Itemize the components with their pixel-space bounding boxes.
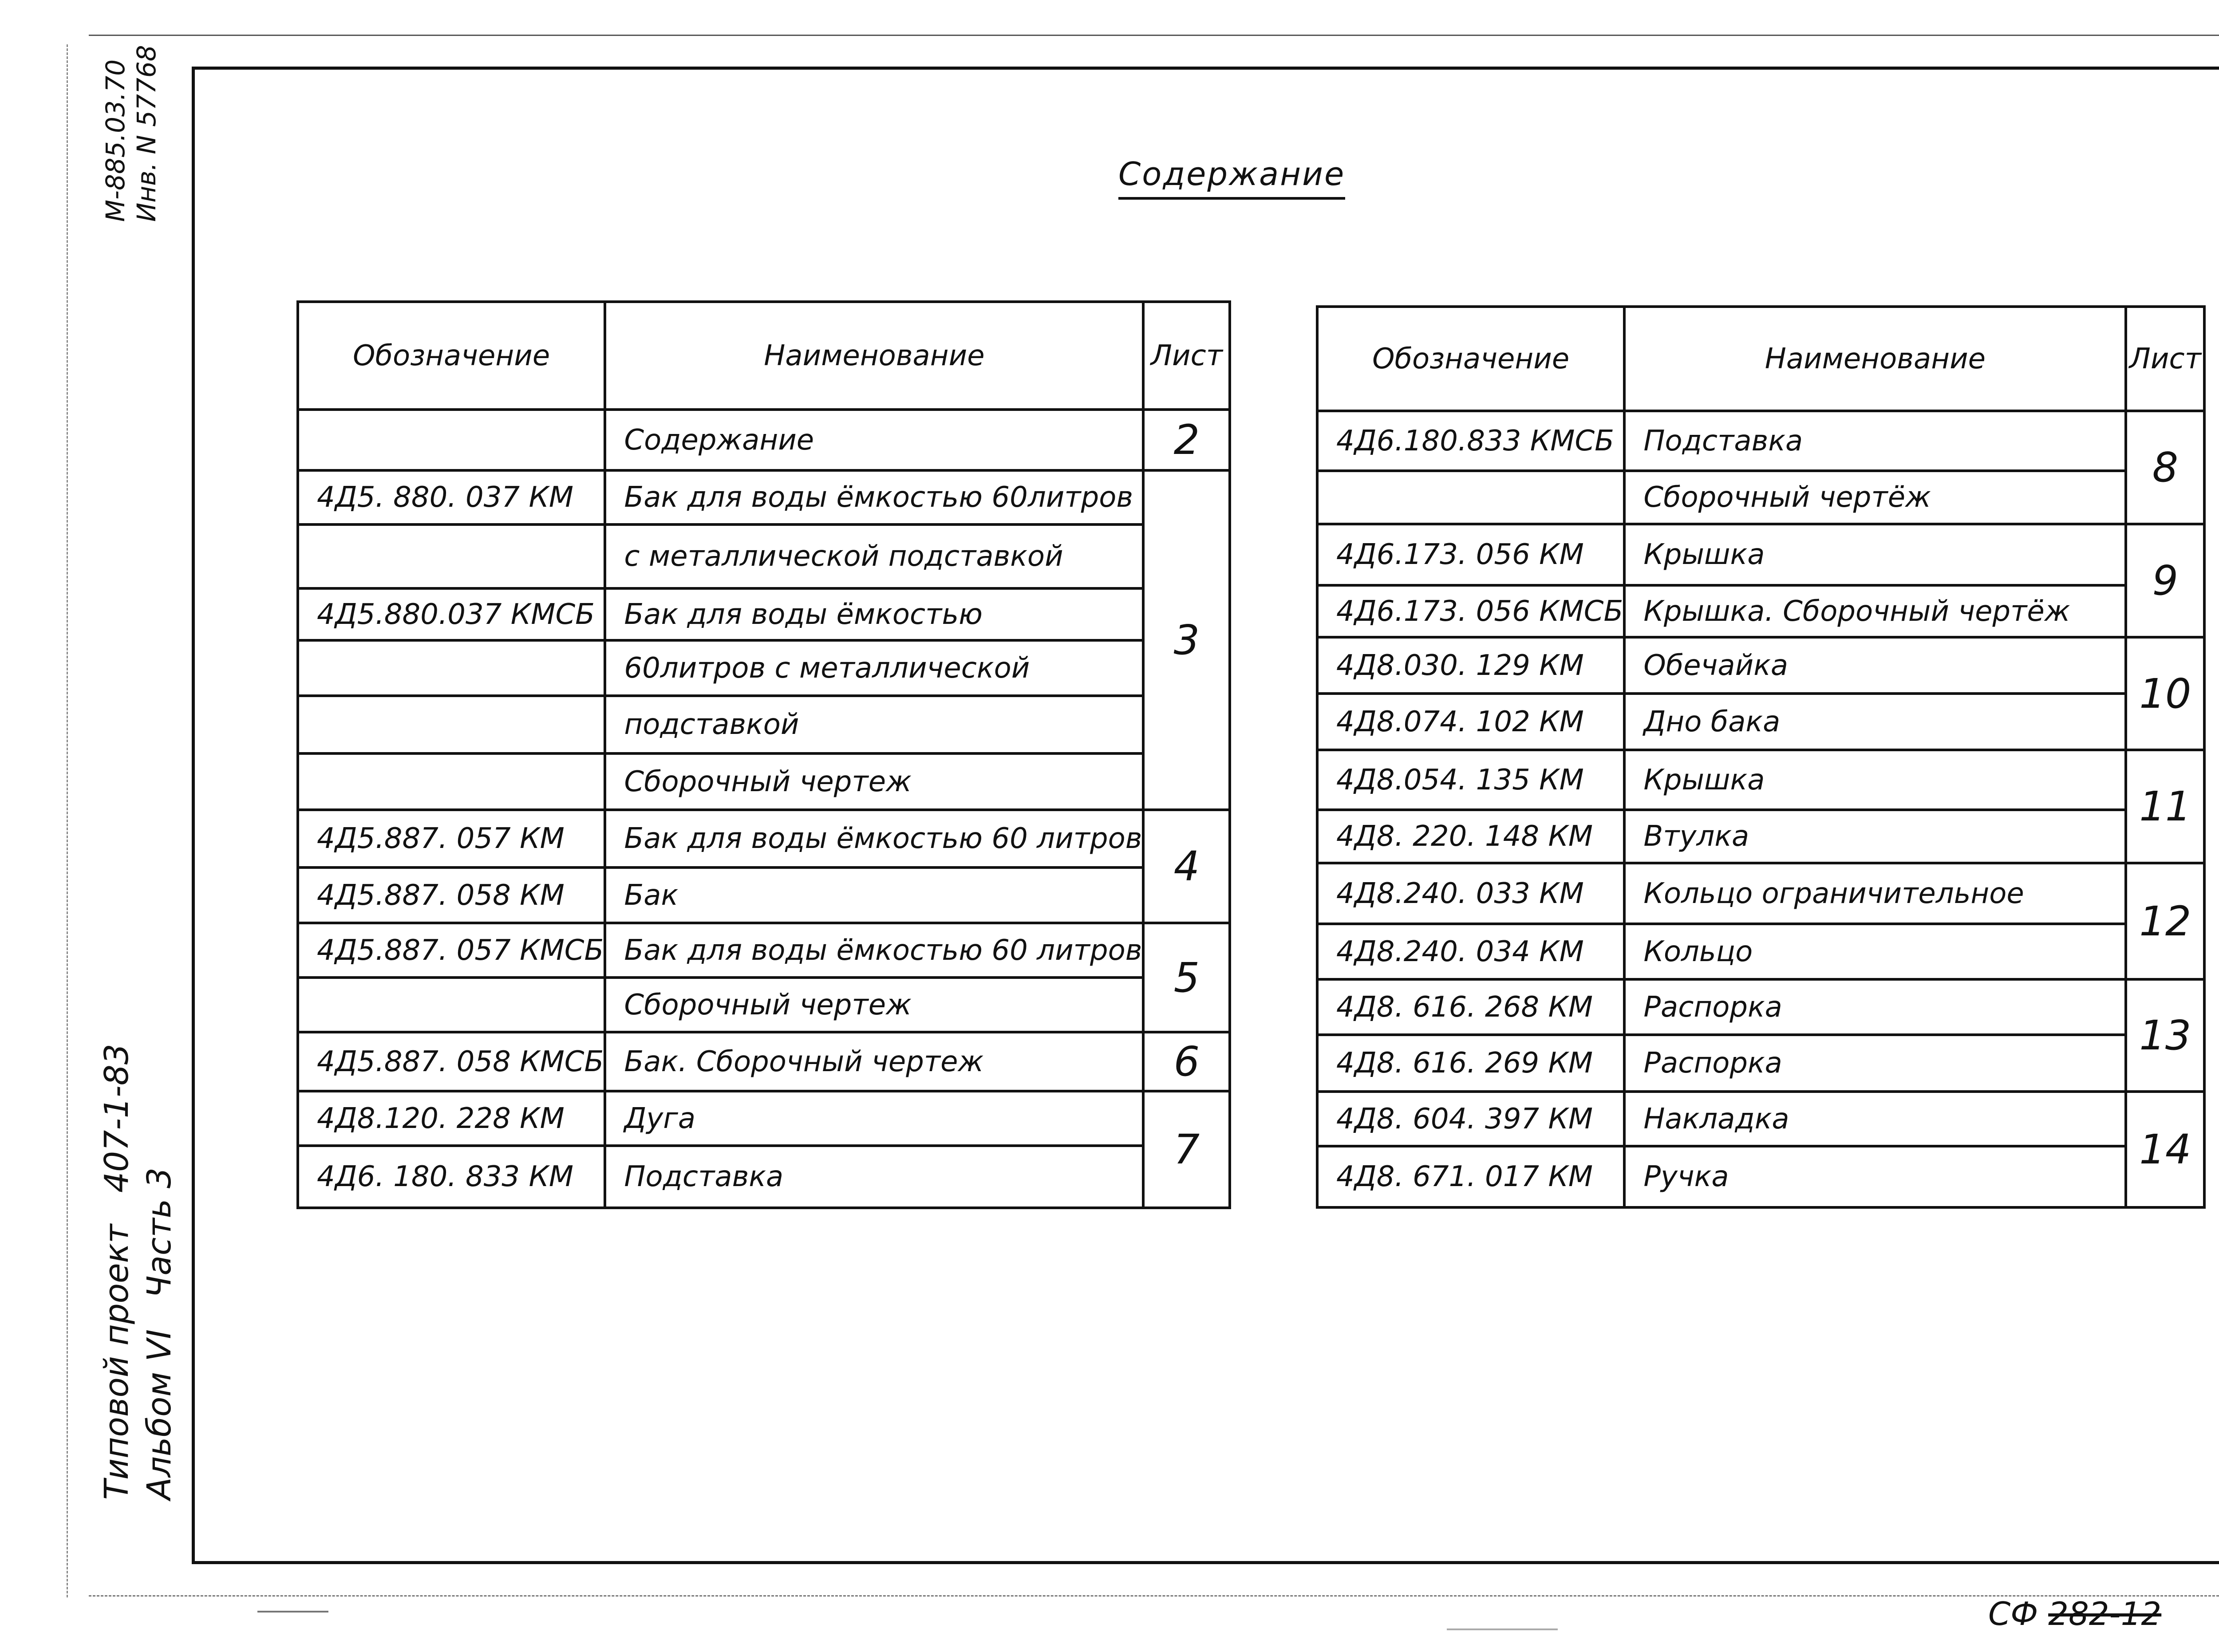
row-code: 4Д8.030. 129 КМ — [1317, 637, 1624, 694]
row-name: Распорка — [1624, 979, 2126, 1035]
header-designation: Обозначение — [298, 302, 605, 410]
row-sheet: 11 — [2126, 750, 2204, 863]
row-sheet: 7 — [1143, 1091, 1230, 1208]
row-name: Втулка — [1624, 810, 2126, 863]
row-code — [1317, 471, 1624, 524]
table-row — [298, 923, 1230, 978]
scan-mark — [257, 1611, 328, 1613]
trim-line-bottom — [89, 1595, 2219, 1597]
row-name: Накладка — [1624, 1092, 2126, 1146]
row-code: 4Д8. 604. 397 КМ — [1317, 1092, 1624, 1146]
table-row — [298, 588, 1230, 640]
side-project-info — [95, 1044, 181, 1500]
row-name: Распорка — [1624, 1035, 2126, 1092]
header-sheet: Лист — [2126, 307, 2204, 411]
table-row — [298, 696, 1230, 753]
row-code — [298, 524, 605, 588]
row-code: 4Д5.887. 058 КМСБ — [298, 1032, 605, 1091]
row-sheet: 4 — [1143, 810, 1230, 923]
row-code: 4Д6. 180. 833 КМ — [298, 1146, 605, 1208]
contents-table-left — [296, 300, 1231, 1209]
row-sheet: 3 — [1143, 470, 1230, 810]
table-row — [298, 1146, 1230, 1208]
row-name: Ручка — [1624, 1146, 2126, 1207]
row-sheet: 8 — [2126, 411, 2204, 524]
row-code: 4Д5. 880. 037 КМ — [298, 470, 605, 524]
row-name: Бак для воды ёмкостью 60 литров — [605, 923, 1143, 978]
table-row — [298, 1032, 1230, 1091]
row-name: Крышка. Сборочный чертёж — [1624, 585, 2126, 637]
page-title: Содержание — [1118, 155, 1345, 200]
row-sheet: 9 — [2126, 524, 2204, 637]
project-line-2: Альбом VI Часть 3 — [140, 1167, 178, 1500]
table-row — [298, 753, 1230, 810]
row-name: подставкой — [605, 696, 1143, 753]
row-name: Кольцо — [1624, 924, 2126, 979]
row-name: Подставка — [605, 1146, 1143, 1208]
table-row — [1317, 1146, 2204, 1207]
row-sheet: 2 — [1143, 410, 1230, 470]
doc-code: М-885.03.70 — [100, 59, 130, 222]
row-name: Содержание — [605, 410, 1143, 470]
row-name: Подставка — [1624, 411, 2126, 471]
row-name: Сборочный чертеж — [605, 753, 1143, 810]
table-row — [298, 1091, 1230, 1146]
row-code: 4Д8.120. 228 КМ — [298, 1091, 605, 1146]
table-row — [298, 640, 1230, 696]
table-row — [1317, 924, 2204, 979]
table-row — [1317, 585, 2204, 637]
row-sheet: 5 — [1143, 923, 1230, 1032]
row-name: Сборочный чертёж — [1624, 471, 2126, 524]
row-name: Бак для воды ёмкостью 60литров — [605, 470, 1143, 524]
row-code — [298, 696, 605, 753]
table-row — [1317, 411, 2204, 471]
row-code — [298, 753, 605, 810]
row-code: 4Д8. 616. 269 КМ — [1317, 1035, 1624, 1092]
table-row — [1317, 979, 2204, 1035]
table-row — [298, 410, 1230, 470]
row-code: 4Д6.180.833 КМСБ — [1317, 411, 1624, 471]
table-row — [298, 470, 1230, 524]
row-sheet: 12 — [2126, 863, 2204, 979]
row-code: 4Д5.887. 057 КМ — [298, 810, 605, 867]
trim-line-top — [89, 35, 2219, 36]
row-code: 4Д8.240. 033 КМ — [1317, 863, 1624, 924]
row-sheet: 14 — [2126, 1092, 2204, 1207]
row-name: Бак — [605, 867, 1143, 923]
row-name: Бак. Сборочный чертеж — [605, 1032, 1143, 1091]
row-name: Сборочный чертеж — [605, 978, 1143, 1032]
row-code: 4Д8.054. 135 КМ — [1317, 750, 1624, 810]
row-name: 60литров с металлической — [605, 640, 1143, 696]
row-sheet: 10 — [2126, 637, 2204, 750]
row-code — [298, 640, 605, 696]
row-name: Дно бака — [1624, 694, 2126, 750]
row-name: Обечайка — [1624, 637, 2126, 694]
table-row — [298, 810, 1230, 867]
row-name: Крышка — [1624, 750, 2126, 810]
header-sheet: Лист — [1143, 302, 1230, 410]
row-code: 4Д5.887. 057 КМСБ — [298, 923, 605, 978]
table-row — [1317, 863, 2204, 924]
table-row — [298, 867, 1230, 923]
row-code: 4Д6.173. 056 КМСБ — [1317, 585, 1624, 637]
side-doc-code — [100, 45, 162, 222]
table-row — [1317, 471, 2204, 524]
table-row — [1317, 524, 2204, 585]
row-code: 4Д5.887. 058 КМ — [298, 867, 605, 923]
row-code: 4Д5.880.037 КМСБ — [298, 588, 605, 640]
table-row — [1317, 1035, 2204, 1092]
scan-mark — [1447, 1628, 1558, 1630]
archive-prefix: СФ — [1988, 1595, 2038, 1632]
table-row — [1317, 750, 2204, 810]
table-row — [1317, 637, 2204, 694]
project-line-1: Типовой проект 407-1-83 — [98, 1044, 136, 1500]
row-code: 4Д8. 220. 148 КМ — [1317, 810, 1624, 863]
table-row — [1317, 810, 2204, 863]
inventory-number: Инв. N 57768 — [131, 45, 162, 222]
row-code: 4Д8.240. 034 КМ — [1317, 924, 1624, 979]
row-sheet: 13 — [2126, 979, 2204, 1092]
row-code: 4Д6.173. 056 КМ — [1317, 524, 1624, 585]
row-name: Бак для воды ёмкостью — [605, 588, 1143, 640]
row-sheet: 6 — [1143, 1032, 1230, 1091]
row-code — [298, 410, 605, 470]
table-row — [298, 524, 1230, 588]
row-name: с металлической подставкой — [605, 524, 1143, 588]
row-code: 4Д8. 616. 268 КМ — [1317, 979, 1624, 1035]
table-row — [1317, 1092, 2204, 1146]
header-name: Наименование — [1624, 307, 2126, 411]
contents-table-right — [1316, 305, 2206, 1209]
table-row — [1317, 694, 2204, 750]
trim-line-left — [67, 44, 68, 1597]
header-name: Наименование — [605, 302, 1143, 410]
row-code — [298, 978, 605, 1032]
row-name: Дуга — [605, 1091, 1143, 1146]
bottom-archive-code — [1988, 1595, 2161, 1632]
row-name: Крышка — [1624, 524, 2126, 585]
row-code: 4Д8. 671. 017 КМ — [1317, 1146, 1624, 1207]
archive-number: 282-12 — [2048, 1595, 2162, 1632]
row-name: Кольцо ограничительное — [1624, 863, 2126, 924]
row-name: Бак для воды ёмкостью 60 литров — [605, 810, 1143, 867]
header-designation: Обозначение — [1317, 307, 1624, 411]
table-row — [298, 978, 1230, 1032]
row-code: 4Д8.074. 102 КМ — [1317, 694, 1624, 750]
